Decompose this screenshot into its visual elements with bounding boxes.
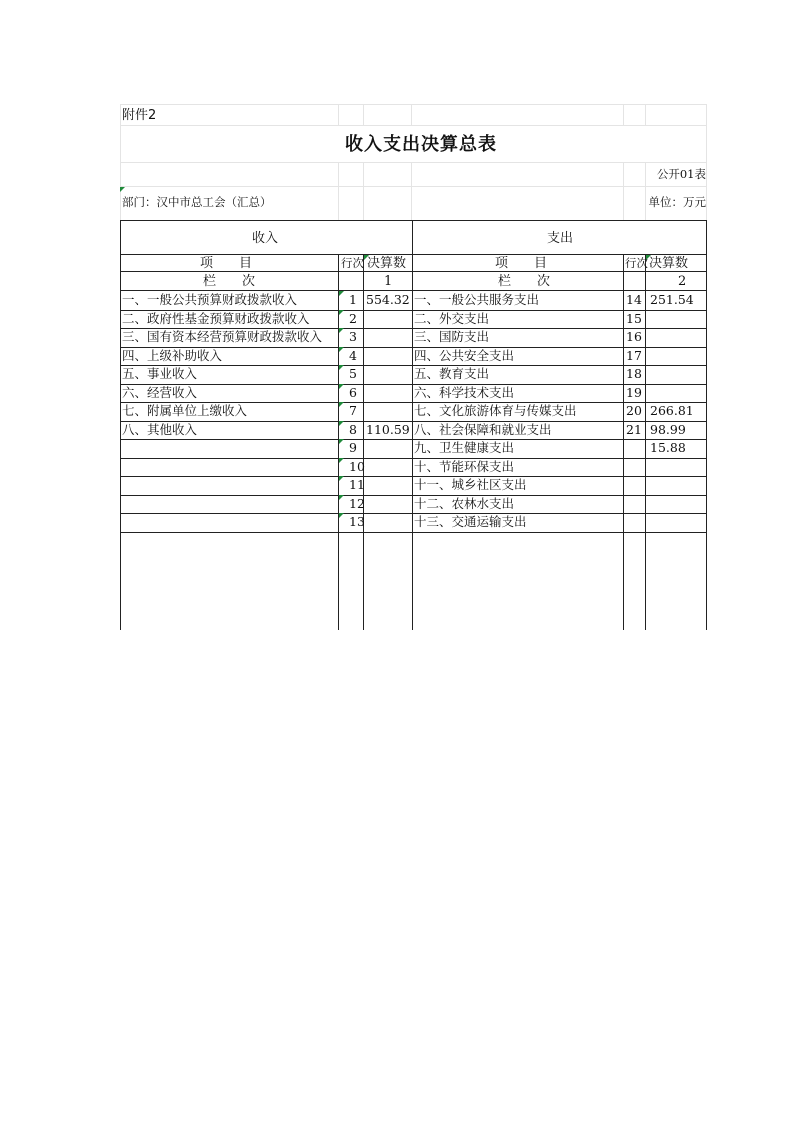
income-header: 收入 [252, 231, 279, 246]
income-column-number: 1 [384, 274, 393, 289]
expense-line-cell: 18 [626, 366, 642, 381]
comment-marker [339, 421, 344, 426]
comment-marker [339, 513, 344, 518]
expense-line-cell: 20 [626, 403, 642, 418]
expense-item-header: 项 目 [495, 256, 548, 271]
expense-item-cell: 九、卫生健康支出 [414, 440, 515, 455]
expense-item-cell: 七、文化旅游体育与传媒支出 [414, 403, 577, 418]
income-line-cell: 5 [349, 366, 357, 381]
expense-line-cell: 19 [626, 385, 642, 400]
expense-line-cell: 17 [626, 348, 642, 363]
income-item-cell: 三、国有资本经营预算财政拨款收入 [122, 329, 323, 344]
income-line-cell: 9 [349, 440, 357, 455]
expense-line-cell: 16 [626, 329, 642, 344]
page-title: 收入支出决算总表 [345, 134, 497, 155]
income-item-cell: 二、政府性基金预算财政拨款收入 [122, 311, 310, 326]
income-line-cell: 6 [349, 385, 357, 400]
income-item-cell: 五、事业收入 [122, 366, 198, 381]
expense-column-label: 栏 次 [498, 274, 551, 289]
income-item-cell: 六、经营收入 [122, 385, 198, 400]
income-item-cell: 八、其他收入 [122, 422, 198, 437]
income-amount-cell: 554.32 [366, 292, 410, 307]
expense-item-cell: 八、社会保障和就业支出 [414, 422, 552, 437]
income-item-cell: 七、附属单位上缴收入 [122, 403, 248, 418]
expense-amount-cell: 266.81 [650, 403, 694, 418]
income-item-cell: 一、一般公共预算财政拨款收入 [122, 292, 298, 307]
table-code: 公开01表 [656, 167, 706, 181]
comment-marker [339, 291, 344, 296]
income-amount-header: 决算数 [367, 256, 407, 271]
comment-marker [339, 347, 344, 352]
comment-marker [339, 328, 344, 333]
attachment-label: 附件2 [122, 108, 157, 123]
income-line-cell: 10 [349, 459, 365, 474]
income-column-label: 栏 次 [203, 274, 256, 289]
income-line-cell: 3 [349, 329, 357, 344]
comment-marker [339, 495, 344, 500]
comment-marker [339, 365, 344, 370]
expense-item-cell: 十、节能环保支出 [414, 459, 515, 474]
department-label: 部门：汉中市总工会（汇总） [122, 195, 272, 209]
unit-label: 单位：万元 [648, 195, 706, 209]
income-amount-cell: 110.59 [366, 422, 410, 437]
comment-marker [339, 402, 344, 407]
comment-marker [120, 187, 125, 192]
expense-header: 支出 [547, 231, 574, 246]
expense-item-cell: 十一、城乡社区支出 [414, 477, 527, 492]
income-line-cell: 12 [349, 496, 365, 511]
expense-line-cell: 15 [626, 311, 642, 326]
comment-marker [339, 458, 344, 463]
expense-amount-cell: 251.54 [650, 292, 694, 307]
expense-column-number: 2 [678, 274, 687, 289]
expense-line-cell: 14 [626, 292, 642, 307]
income-line-header: 行次 [341, 256, 364, 270]
comment-marker [646, 255, 651, 260]
income-line-cell: 13 [349, 514, 365, 529]
comment-marker [339, 439, 344, 444]
expense-item-cell: 六、科学技术支出 [414, 385, 515, 400]
expense-amount-cell: 98.99 [650, 422, 686, 437]
expense-item-cell: 四、公共安全支出 [414, 348, 515, 363]
expense-item-cell: 一、一般公共服务支出 [414, 292, 540, 307]
income-line-cell: 11 [349, 477, 365, 492]
comment-marker [339, 384, 344, 389]
expense-line-header: 行次 [625, 256, 648, 270]
expense-item-cell: 三、国防支出 [414, 329, 490, 344]
income-line-cell: 7 [349, 403, 357, 418]
income-line-cell: 4 [349, 348, 357, 363]
expense-item-cell: 十三、交通运输支出 [414, 514, 527, 529]
expense-amount-cell: 15.88 [650, 440, 686, 455]
expense-item-cell: 十二、农林水支出 [414, 496, 515, 511]
expense-amount-header: 决算数 [649, 256, 689, 271]
comment-marker [339, 310, 344, 315]
income-line-cell: 1 [349, 292, 357, 307]
expense-item-cell: 二、外交支出 [414, 311, 490, 326]
comment-marker [364, 255, 369, 260]
expense-line-cell: 21 [626, 422, 642, 437]
expense-item-cell: 五、教育支出 [414, 366, 490, 381]
comment-marker [339, 476, 344, 481]
income-item-cell: 四、上级补助收入 [122, 348, 223, 363]
income-line-cell: 2 [349, 311, 357, 326]
income-line-cell: 8 [349, 422, 357, 437]
row-divider [120, 532, 707, 533]
income-item-header: 项 目 [200, 256, 253, 271]
